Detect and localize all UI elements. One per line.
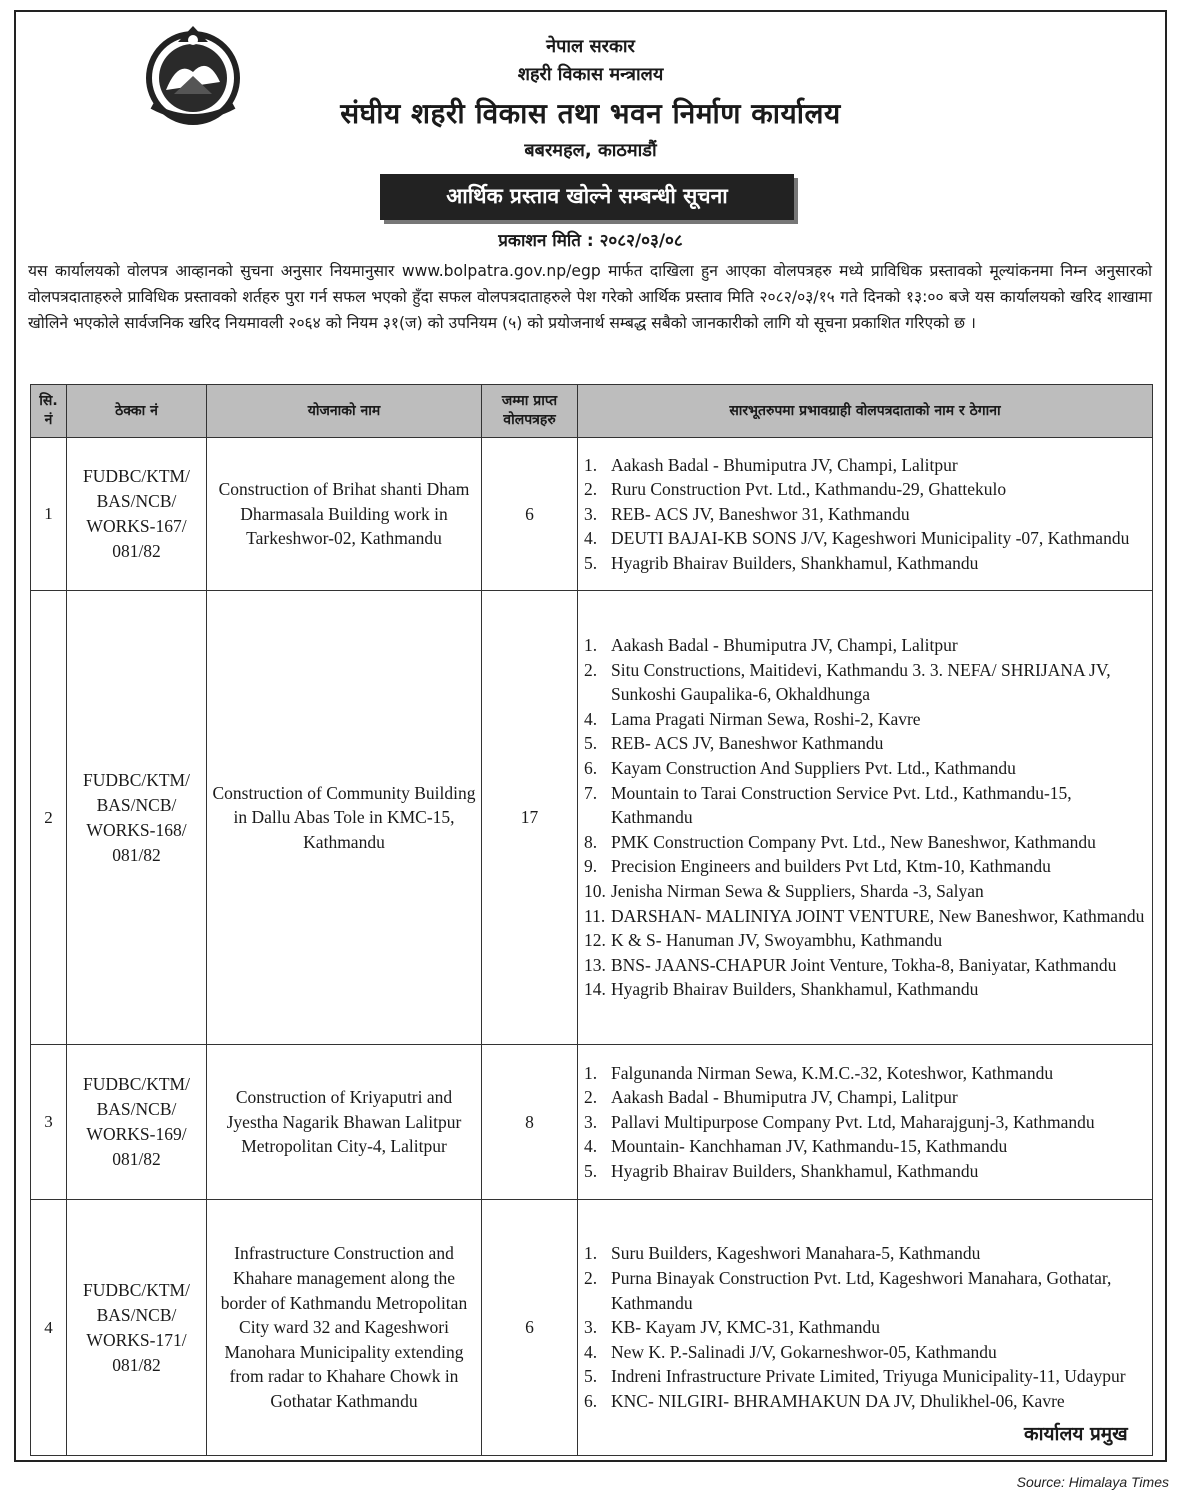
row-bidder-list-cell: [578, 1045, 1153, 1200]
row-contract-number: [67, 1200, 207, 1456]
row-contract-number: [67, 438, 207, 591]
contract-number-line: BAS/NCB/: [96, 491, 177, 511]
contract-number-line: 081/82: [112, 541, 161, 561]
bidder-number: 2.: [584, 479, 598, 500]
bidder-name-address: New K. P.-Salinadi J/V, Gokarneshwor-05, Kathmandu: [611, 1341, 997, 1362]
table-header-row: [31, 385, 1153, 438]
bidder-list: [584, 453, 1148, 576]
list-item: [584, 731, 1148, 756]
ministry-name: शहरी विकास मन्त्रालय: [517, 64, 664, 85]
intro-paragraph: यस कार्यालयको वोलपत्र आव्हानको सुचना अनुसार नियमानुसार www.bolpatra.gov.np/egp मार्फत दाखिला हुन आएका वोलपत्रहरु मध्ये प्राविधिक प्रस्तावको मूल्यांकनमा निम्न अनुसारको वोलपत्रदाताहरुले प्राविधिक प्रस्तावको शर्तहरु पुरा गर्न सफल भएको हुँदा सफल वोलपत्रदाताहरुले पेश गरेको आर्थिक प्रस्ताव मिति २०८२/०३/१५ गते दिनको १३:०० बजे यस कार्यालयको खरिद शाखामा खोलिने भएकोले सार्वजनिक खरिद नियमावली २०६४ को नियम ३१(ज) को उपनियम (५) को प्रयोजनार्थ सम्बद्ध सबैको जानकारीको लागि यो सूचना प्रकाशित गरिएको छ ।: [28, 262, 1152, 333]
bidder-number: 5.: [584, 1366, 598, 1387]
office-chief-signature: कार्यालय प्रमुख: [1024, 1423, 1128, 1445]
bidder-name-address: DEUTI BAJAI-KB SONS J/V, Kageshwori Municipality -07, Kathmandu: [611, 528, 1130, 549]
bidder-number: 9.: [584, 856, 598, 877]
row-serial-number: 4: [31, 1200, 67, 1456]
list-item: [584, 1315, 1148, 1340]
row-bid-count: 6: [482, 438, 578, 591]
bidder-name-address: Jenisha Nirman Sewa & Suppliers, Sharda -3, Salyan: [611, 880, 984, 901]
list-item: [584, 781, 1148, 830]
bidder-number: 6.: [584, 1390, 598, 1411]
list-item: [584, 1364, 1148, 1389]
contract-number-line: WORKS-167/: [86, 516, 187, 536]
bidders-table: [30, 384, 1153, 1456]
office-name: संघीय शहरी विकास तथा भवन निर्माण कार्यालय: [340, 97, 841, 130]
bidder-name-address: Mountain to Tarai Construction Service Pvt. Ltd., Kathmandu-15, Kathmandu: [611, 782, 1072, 828]
bidder-name-address: Hyagrib Bhairav Builders, Shankhamul, Kathmandu: [611, 979, 979, 1000]
bidder-number: 5.: [584, 552, 598, 573]
bidder-name-address: PMK Construction Company Pvt. Ltd., New Baneshwor, Kathmandu: [611, 831, 1096, 852]
list-item: [584, 1085, 1148, 1110]
bidder-name-address: Aakash Badal - Bhumiputra JV, Champi, Lalitpur: [611, 1087, 958, 1108]
header-sn: सि. नं: [31, 385, 67, 438]
table-row: [31, 1045, 1153, 1200]
list-item: [584, 1134, 1148, 1159]
contract-number-line: FUDBC/KTM/: [83, 1074, 190, 1094]
bidder-number: 1.: [584, 1243, 598, 1264]
row-bidder-list-cell: [578, 591, 1153, 1045]
list-item: [584, 756, 1148, 781]
header-project-name: योजनाको नाम: [207, 385, 482, 438]
bidder-name-address: Kayam Construction And Suppliers Pvt. Ltd., Kathmandu: [611, 758, 1016, 779]
contract-number-line: 081/82: [112, 1149, 161, 1169]
contract-number-line: FUDBC/KTM/: [83, 769, 190, 790]
bidder-number: 2.: [584, 1087, 598, 1108]
list-item: [584, 1340, 1148, 1365]
bidder-number: 3.: [584, 1111, 598, 1132]
table-row: [31, 1200, 1153, 1456]
row-serial-number: 2: [31, 591, 67, 1045]
bidder-name-address: Aakash Badal - Bhumiputra JV, Champi, Lalitpur: [611, 635, 958, 656]
bidder-number: 14.: [584, 979, 606, 1000]
row-bid-count: 6: [482, 1200, 578, 1456]
bidder-number: 2.: [584, 659, 598, 680]
bidder-name-address: BNS- JAANS-CHAPUR Joint Venture, Tokha-8, Baniyatar, Kathmandu: [611, 954, 1117, 975]
header-received-bids: जम्मा प्राप्त वोलपत्रहरु: [482, 385, 578, 438]
bidder-number: 1.: [584, 454, 598, 475]
bidder-name-address: REB- ACS JV, Baneshwor Kathmandu: [611, 733, 884, 754]
bidder-name-address: REB- ACS JV, Baneshwor 31, Kathmandu: [611, 503, 910, 524]
row-bid-count: 8: [482, 1045, 578, 1200]
bidder-number: 3.: [584, 1317, 598, 1338]
source-credit: Source: Himalaya Times: [1016, 1474, 1169, 1490]
row-project-name: Construction of Brihat shanti Dham Dharmasala Building work in Tarkeshwor-02, Kathmandu: [207, 438, 482, 591]
row-project-name: Construction of Kriyaputri and Jyestha Nagarik Bhawan Lalitpur Metropolitan City-4, Lalitpur: [207, 1045, 482, 1200]
list-item: [584, 707, 1148, 732]
table-row: [31, 438, 1153, 591]
bidder-number: 7.: [584, 782, 598, 803]
bidder-name-address: DARSHAN- MALINIYA JOINT VENTURE, New Baneshwor, Kathmandu: [611, 905, 1145, 926]
bidder-number: 8.: [584, 831, 598, 852]
contract-number-line: 081/82: [112, 844, 161, 865]
contract-number-line: WORKS-171/: [86, 1329, 187, 1350]
list-item: [584, 551, 1148, 576]
bidder-name-address: K & S- Hanuman JV, Swoyambhu, Kathmandu: [611, 930, 943, 951]
list-item: [584, 502, 1148, 527]
contract-number-line: WORKS-168/: [86, 819, 187, 840]
contract-number-line: 081/82: [112, 1354, 161, 1375]
list-item: [584, 879, 1148, 904]
list-item: [584, 633, 1148, 658]
bidder-name-address: Mountain- Kanchhaman JV, Kathmandu-15, Kathmandu: [611, 1136, 1008, 1157]
list-item: [584, 830, 1148, 855]
row-serial-number: 3: [31, 1045, 67, 1200]
list-item: [584, 1266, 1148, 1315]
bidder-name-address: Pallavi Multipurpose Company Pvt. Ltd, Maharajgunj-3, Kathmandu: [611, 1111, 1095, 1132]
header-contract-no: ठेक्का नं: [67, 385, 207, 438]
bidder-name-address: Precision Engineers and builders Pvt Ltd, Ktm-10, Kathmandu: [611, 856, 1051, 877]
bidder-number: 4.: [584, 1136, 598, 1157]
contract-number-line: WORKS-169/: [86, 1124, 187, 1144]
bidder-name-address: Purna Binayak Construction Pvt. Ltd, Kageshwori Manahara, Gothatar, Kathmandu: [611, 1268, 1112, 1313]
row-bidder-list-cell: [578, 1200, 1153, 1456]
row-bid-count: 17: [482, 591, 578, 1045]
bidder-name-address: Aakash Badal - Bhumiputra JV, Champi, Lalitpur: [611, 454, 958, 475]
bidder-number: 2.: [584, 1268, 598, 1289]
bidder-list: [584, 633, 1148, 1002]
notice-title-banner: आर्थिक प्रस्ताव खोल्ने सम्बन्धी सूचना: [380, 174, 794, 220]
row-contract-number: [67, 591, 207, 1045]
bidder-number: 11.: [584, 905, 606, 926]
list-item: [584, 953, 1148, 978]
bidder-name-address: Hyagrib Bhairav Builders, Shankhamul, Kathmandu: [611, 552, 979, 573]
bidder-number: 6.: [584, 758, 598, 779]
bidder-list: [584, 1241, 1148, 1413]
bidder-name-address: KNC- NILGIRI- BHRAMHAKUN DA JV, Dhulikhel-06, Kavre: [611, 1390, 1065, 1411]
list-item: [584, 977, 1148, 1002]
contract-number-line: FUDBC/KTM/: [83, 466, 190, 486]
list-item: [584, 1241, 1148, 1266]
bidder-number: 5.: [584, 733, 598, 754]
row-project-name: Infrastructure Construction and Khahare management along the border of Kathmandu Metropolitan City ward 32 and Kageshwori Manohara Municipality extending from radar to Khahare Chowk in Gothatar Kathmandu: [207, 1200, 482, 1456]
list-item: [584, 1061, 1148, 1086]
bidder-name-address: Situ Constructions, Maitidevi, Kathmandu 3. 3. NEFA/ SHRIJANA JV, Sunkoshi Gaupalika-6, Okhaldhunga: [611, 659, 1111, 705]
bidder-name-address: Suru Builders, Kageshwori Manahara-5, Kathmandu: [611, 1243, 981, 1264]
row-contract-number: [67, 1045, 207, 1200]
row-project-name: Construction of Community Building in Dallu Abas Tole in KMC-15, Kathmandu: [207, 591, 482, 1045]
header-bidders: सारभूतरुपमा प्रभावग्राही वोलपत्रदाताको नाम र ठेगाना: [578, 385, 1153, 438]
list-item: [584, 477, 1148, 502]
contract-number-line: FUDBC/KTM/: [83, 1279, 190, 1300]
list-item: [584, 928, 1148, 953]
list-item: [584, 854, 1148, 879]
bidder-name-address: Falgunanda Nirman Sewa, K.M.C.-32, Koteshwor, Kathmandu: [611, 1062, 1054, 1083]
list-item: [584, 658, 1148, 707]
bidder-number: 4.: [584, 708, 598, 729]
office-location: बबरमहल, काठमाडौं: [524, 140, 657, 161]
bidder-name-address: Ruru Construction Pvt. Ltd., Kathmandu-29, Ghattekulo: [611, 479, 1007, 500]
bidder-name-address: Lama Pragati Nirman Sewa, Roshi-2, Kavre: [611, 708, 921, 729]
table-row: [31, 591, 1153, 1045]
bidder-name-address: KB- Kayam JV, KMC-31, Kathmandu: [611, 1317, 880, 1338]
list-item: [584, 1110, 1148, 1135]
bidder-number: 3.: [584, 503, 598, 524]
bidder-list: [584, 1061, 1148, 1184]
list-item: [584, 1159, 1148, 1184]
bidder-number: 13.: [584, 954, 606, 975]
list-item: [584, 453, 1148, 478]
bidder-number: 5.: [584, 1160, 598, 1181]
bidder-name-address: Indreni Infrastructure Private Limited, Triyuga Municipality-11, Udaypur: [611, 1366, 1126, 1387]
list-item: [584, 1389, 1148, 1414]
list-item: [584, 526, 1148, 551]
bidder-number: 4.: [584, 1341, 598, 1362]
bidder-number: 1.: [584, 635, 598, 656]
row-bidder-list-cell: [578, 438, 1153, 591]
bidder-name-address: Hyagrib Bhairav Builders, Shankhamul, Kathmandu: [611, 1160, 979, 1181]
bidder-number: 10.: [584, 880, 606, 901]
bidder-number: 1.: [584, 1062, 598, 1083]
row-serial-number: 1: [31, 438, 67, 591]
contract-number-line: BAS/NCB/: [96, 1304, 177, 1325]
contract-number-line: BAS/NCB/: [96, 794, 177, 815]
bidder-number: 4.: [584, 528, 598, 549]
list-item: [584, 904, 1148, 929]
bidder-number: 12.: [584, 930, 606, 951]
government-name: नेपाल सरकार: [546, 36, 635, 57]
publication-date: प्रकाशन मिति : २०८२/०३/०८: [498, 231, 683, 251]
contract-number-line: BAS/NCB/: [96, 1099, 177, 1119]
